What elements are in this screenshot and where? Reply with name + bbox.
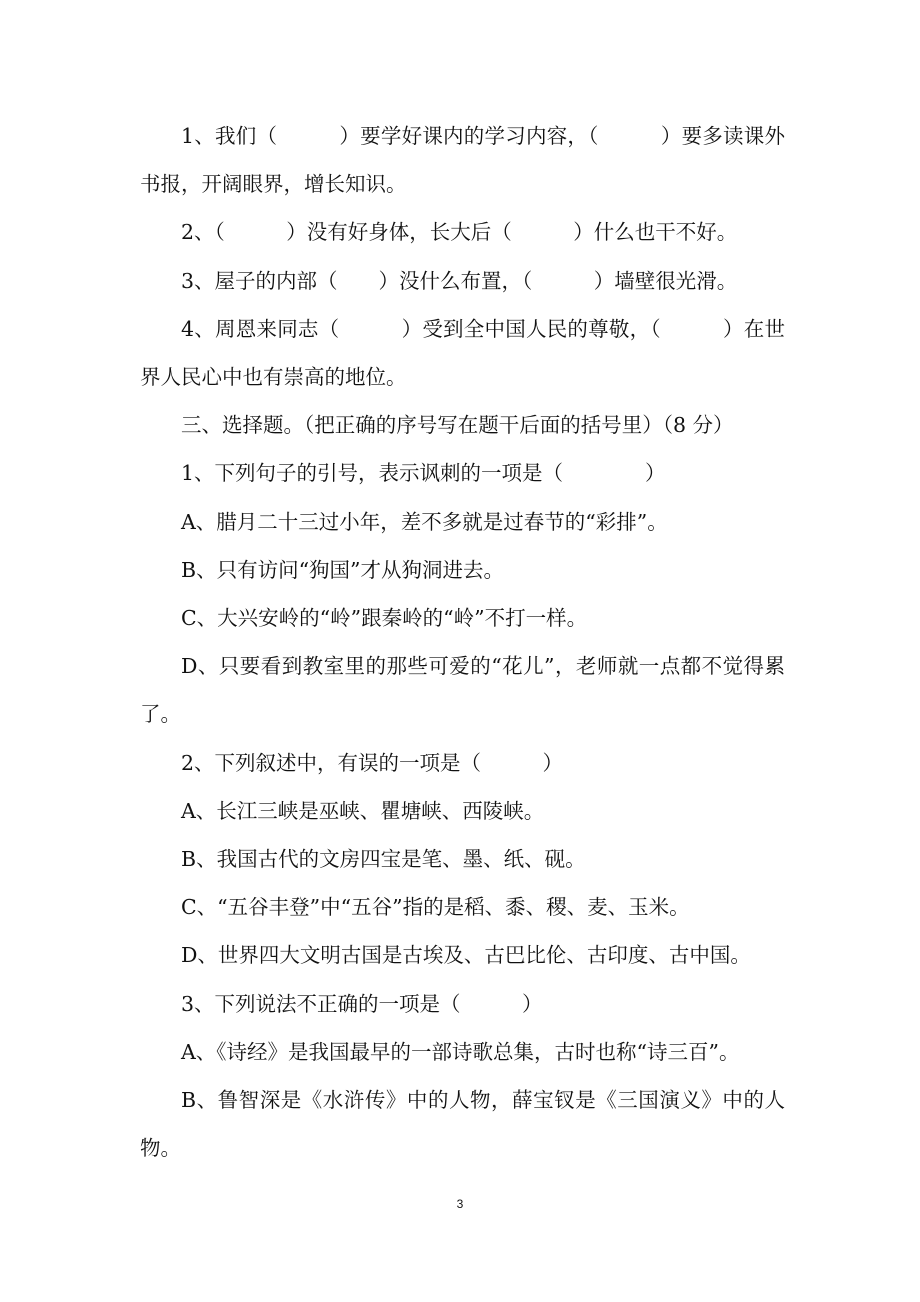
choice-option: A、腊月二十三过小年，差不多就是过春节的“彩排”。 — [181, 509, 668, 534]
choice-option: B、只有访问“狗国”才从狗洞进去。 — [181, 557, 505, 582]
sentence-blank-q4: 4、周恩来同志（ ）受到全中国人民的尊敬，（ ）在世界人民心中也有崇高的地位。 — [140, 316, 785, 390]
choice-option: A、《诗经》是我国最早的一部诗歌总集，古时也称“诗三百”。 — [181, 1039, 740, 1064]
choice-question-2: 2、下列叙述中，有误的一项是（ ） — [181, 750, 564, 775]
section-heading-choice: 三、选择题。（把正确的序号写在题干后面的括号里）（8 分） — [181, 413, 734, 438]
choice-option: B、鲁智深是《水浒传》中的人物，薛宝钗是《三国演义》中的人物。 — [140, 1088, 785, 1161]
page-number: 3 — [456, 1197, 464, 1211]
choice-question-3: 3、下列说法不正确的一项是（ ） — [181, 991, 543, 1016]
choice-option: B、我国古代的文房四宝是笔、墨、纸、砚。 — [181, 847, 586, 872]
choice-question-1: 1、下列句子的引号，表示讽刺的一项是（ ） — [181, 461, 666, 486]
choice-option: C、“五谷丰登”中“五谷”指的是稻、黍、稷、麦、玉米。 — [181, 895, 690, 920]
page-content — [140, 112, 785, 1172]
choice-option: A、长江三峡是巫峡、瞿塘峡、西陵峡。 — [181, 798, 545, 823]
choice-option: D、只要看到教室里的那些可爱的“花儿”，老师就一点都不觉得累了。 — [140, 654, 785, 727]
sentence-blank-q1: 1、我们（ ）要学好课内的学习内容，（ ）要多读课外书报，开阔眼界，增长知识。 — [140, 124, 785, 197]
sentence-blank-q3: 3、屋子的内部（ ）没什么布置，（ ）墙壁很光滑。 — [181, 268, 738, 293]
sentence-blank-q2: 2、（ ）没有好身体，长大后（ ）什么也干不好。 — [181, 220, 738, 245]
choice-option: C、大兴安岭的“岭”跟秦岭的“岭”不打一样。 — [181, 606, 588, 631]
choice-option: D、世界四大文明古国是古埃及、古巴比伦、古印度、古中国。 — [181, 943, 751, 968]
